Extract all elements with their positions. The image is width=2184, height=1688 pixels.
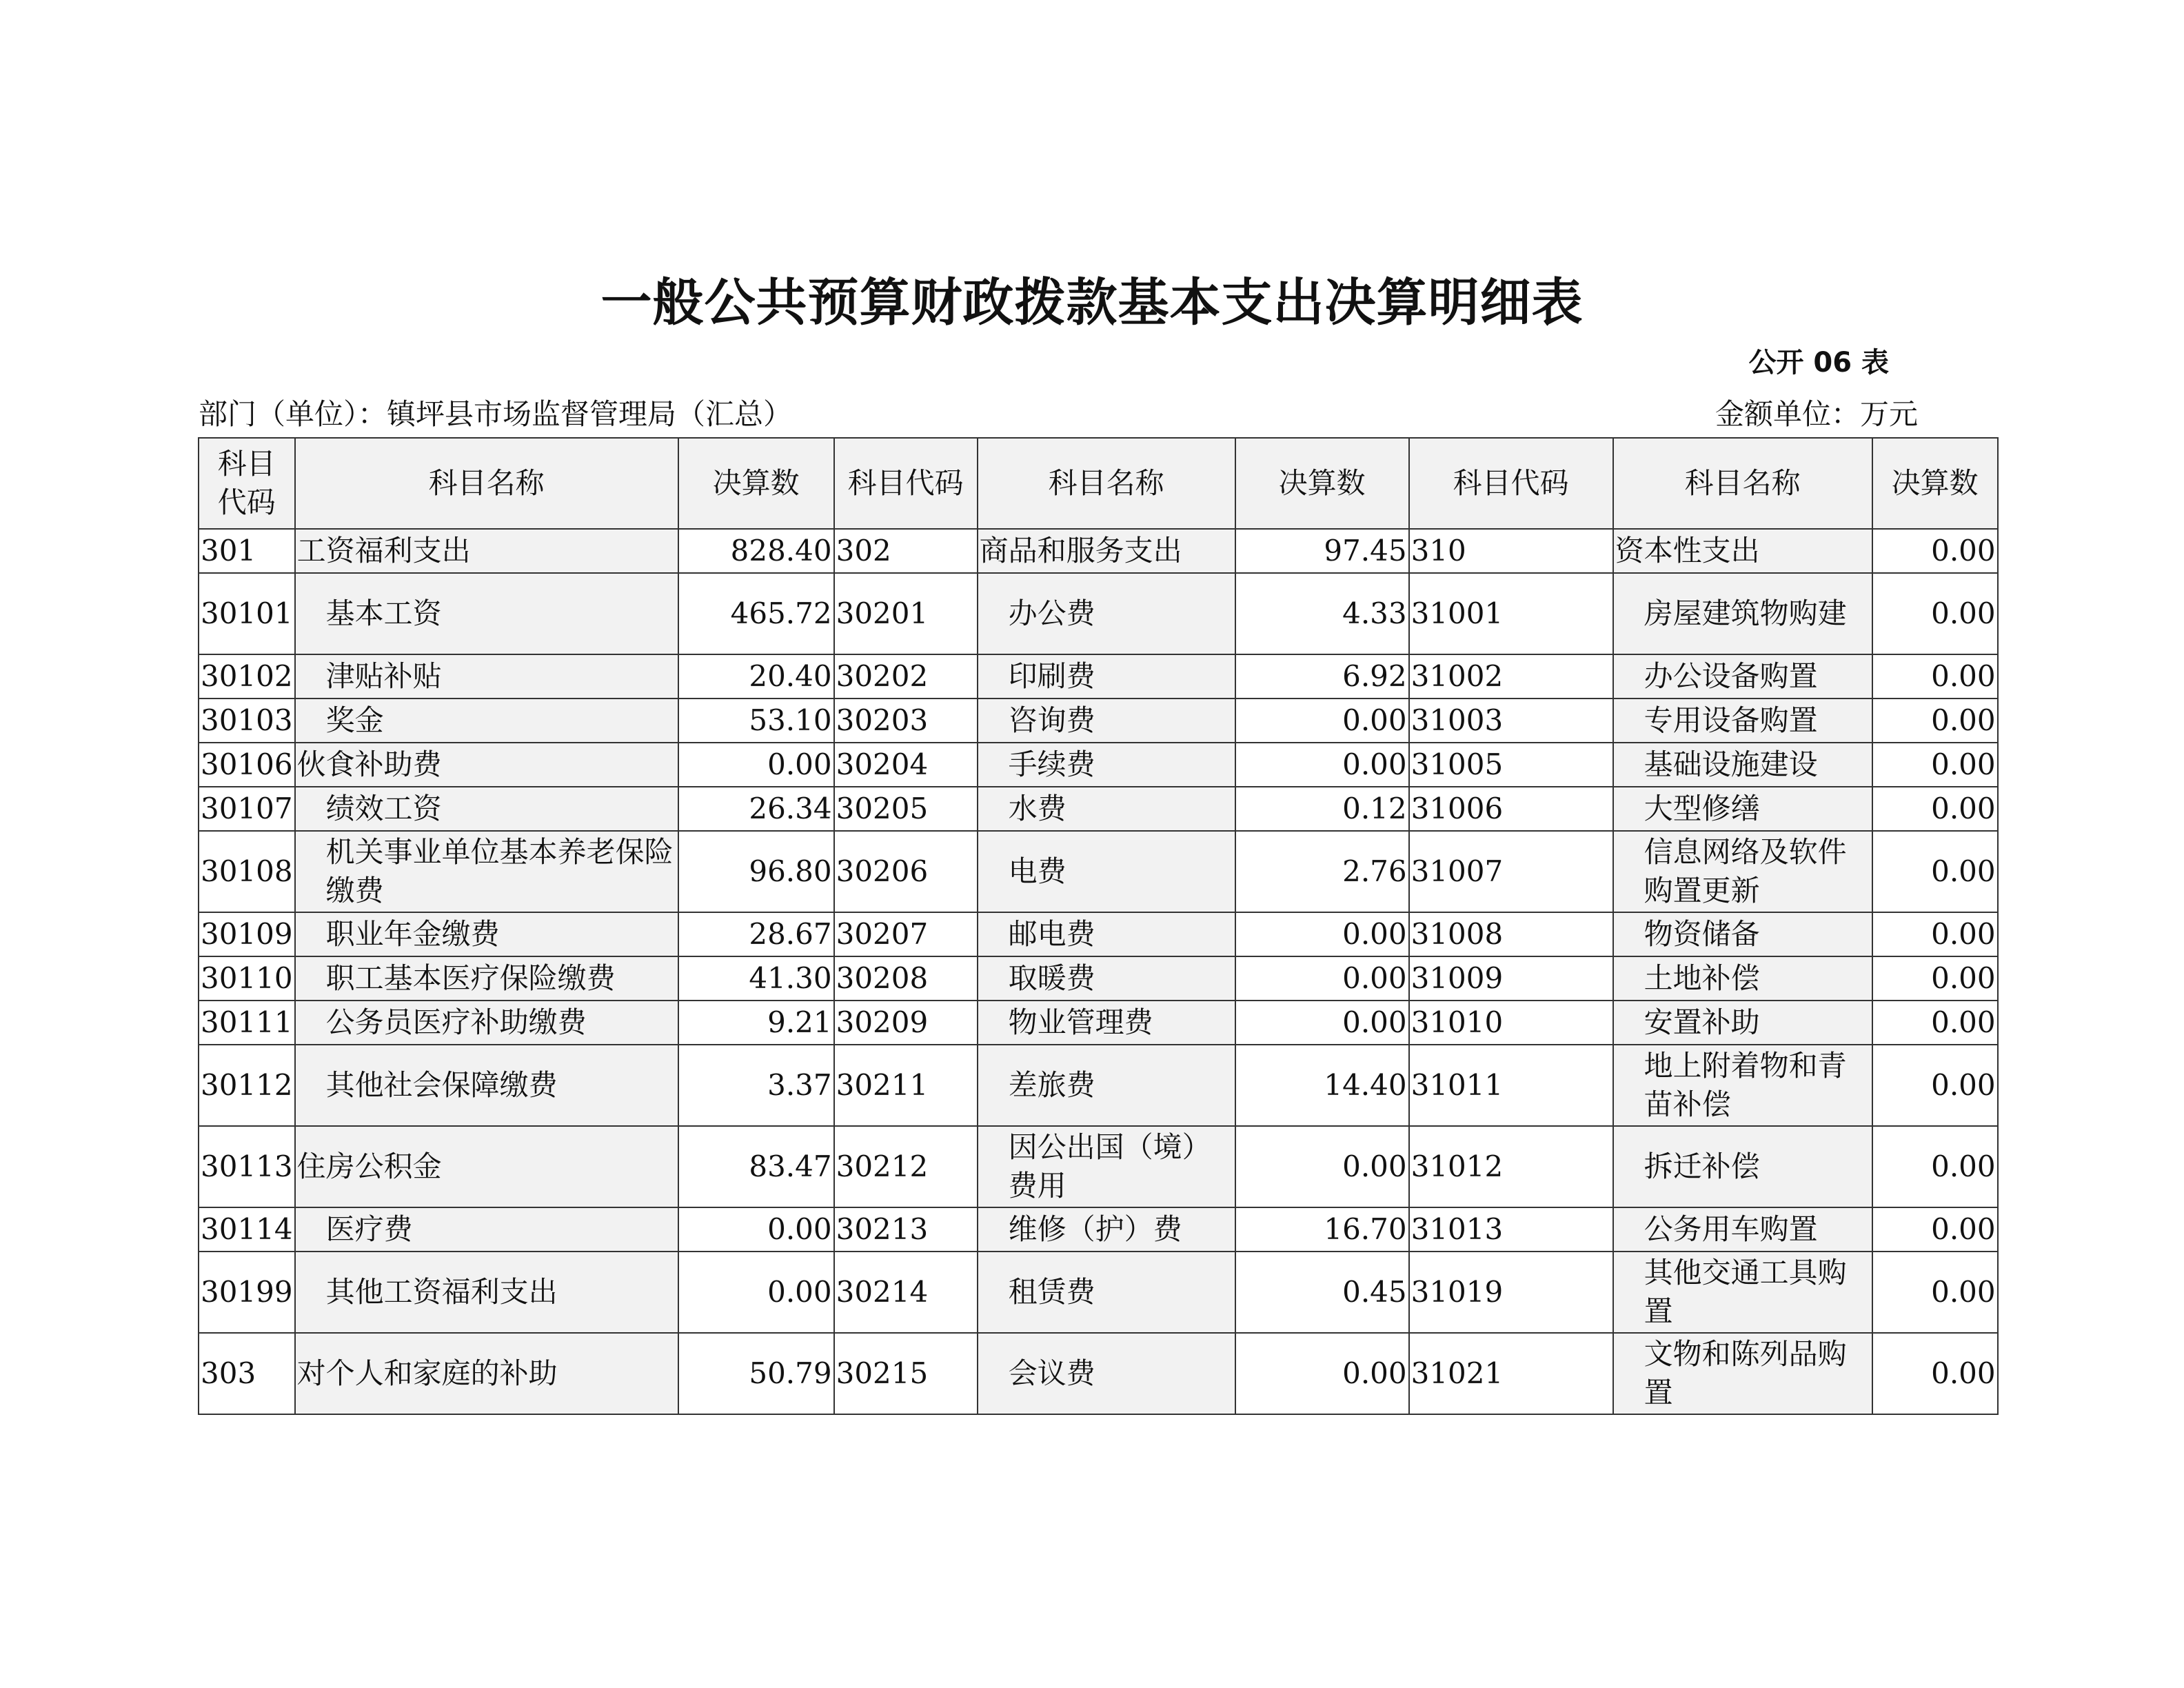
amount-cell: 0.00	[1235, 912, 1409, 956]
amount-cell: 0.00	[1235, 699, 1409, 743]
code-cell: 30212	[834, 1126, 978, 1207]
amount-cell: 0.00	[1872, 912, 1998, 956]
name-cell: 津贴补贴	[295, 654, 678, 699]
table-row	[199, 1252, 1998, 1333]
amount-cell: 0.00	[1235, 1001, 1409, 1045]
name-cell: 物业管理费	[978, 1001, 1235, 1045]
amount-cell: 0.00	[1872, 1207, 1998, 1252]
name-cell: 其他交通工具购置	[1613, 1252, 1872, 1333]
name-cell: 办公费	[978, 573, 1235, 654]
name-cell: 水费	[978, 787, 1235, 831]
name-cell: 土地补偿	[1613, 956, 1872, 1001]
amount-cell: 28.67	[678, 912, 834, 956]
code-cell: 30202	[834, 654, 978, 699]
header-amount-3: 决算数	[1872, 438, 1998, 529]
amount-cell: 41.30	[678, 956, 834, 1001]
code-cell: 30209	[834, 1001, 978, 1045]
code-cell: 30112	[199, 1045, 295, 1126]
table-row	[199, 1126, 1998, 1207]
name-cell: 绩效工资	[295, 787, 678, 831]
name-cell: 咨询费	[978, 699, 1235, 743]
amount-cell: 16.70	[1235, 1207, 1409, 1252]
header-code-1: 科目 代码	[199, 438, 295, 529]
name-cell: 专用设备购置	[1613, 699, 1872, 743]
amount-cell: 97.45	[1235, 529, 1409, 573]
code-cell: 30204	[834, 743, 978, 787]
amount-cell: 0.00	[1235, 1333, 1409, 1414]
code-cell: 31003	[1409, 699, 1613, 743]
code-cell: 30199	[199, 1252, 295, 1333]
code-cell: 31005	[1409, 743, 1613, 787]
name-cell: 信息网络及软件购置更新	[1613, 831, 1872, 912]
code-cell: 31001	[1409, 573, 1613, 654]
table-row	[199, 699, 1998, 743]
name-cell: 职工基本医疗保险缴费	[295, 956, 678, 1001]
code-cell: 31006	[1409, 787, 1613, 831]
code-cell: 30201	[834, 573, 978, 654]
name-cell: 资本性支出	[1613, 529, 1872, 573]
code-cell: 30205	[834, 787, 978, 831]
header-name-2: 科目名称	[978, 438, 1235, 529]
table-row	[199, 787, 1998, 831]
code-cell: 30110	[199, 956, 295, 1001]
code-cell: 310	[1409, 529, 1613, 573]
code-cell: 30208	[834, 956, 978, 1001]
code-cell: 302	[834, 529, 978, 573]
amount-cell: 26.34	[678, 787, 834, 831]
name-cell: 住房公积金	[295, 1126, 678, 1207]
amount-cell: 0.00	[1235, 1126, 1409, 1207]
code-cell: 31011	[1409, 1045, 1613, 1126]
name-cell: 基本工资	[295, 573, 678, 654]
department-label: 部门（单位）：镇坪县市场监督管理局（汇总）	[199, 397, 793, 431]
code-cell: 31012	[1409, 1126, 1613, 1207]
header-row	[199, 438, 1998, 529]
amount-cell: 828.40	[678, 529, 834, 573]
amount-cell: 2.76	[1235, 831, 1409, 912]
code-cell: 30103	[199, 699, 295, 743]
table-row	[199, 1207, 1998, 1252]
code-cell: 30215	[834, 1333, 978, 1414]
table-row	[199, 1333, 1998, 1414]
name-cell: 公务用车购置	[1613, 1207, 1872, 1252]
name-cell: 办公设备购置	[1613, 654, 1872, 699]
amount-cell: 0.00	[1872, 831, 1998, 912]
name-cell: 伙食补助费	[295, 743, 678, 787]
table-row	[199, 956, 1998, 1001]
amount-cell: 465.72	[678, 573, 834, 654]
code-cell: 30214	[834, 1252, 978, 1333]
code-cell: 30213	[834, 1207, 978, 1252]
page-title: 一般公共预算财政拨款基本支出决算明细表	[600, 273, 1584, 332]
name-cell: 医疗费	[295, 1207, 678, 1252]
code-cell: 31013	[1409, 1207, 1613, 1252]
name-cell: 工资福利支出	[295, 529, 678, 573]
amount-cell: 14.40	[1235, 1045, 1409, 1126]
header-amount-2: 决算数	[1235, 438, 1409, 529]
name-cell: 其他社会保障缴费	[295, 1045, 678, 1126]
name-cell: 电费	[978, 831, 1235, 912]
code-cell: 30114	[199, 1207, 295, 1252]
table-row	[199, 1001, 1998, 1045]
code-cell: 31019	[1409, 1252, 1613, 1333]
table-body	[199, 529, 1998, 1414]
amount-cell: 0.12	[1235, 787, 1409, 831]
header-amount-1: 决算数	[678, 438, 834, 529]
name-cell: 印刷费	[978, 654, 1235, 699]
amount-cell: 0.00	[678, 1207, 834, 1252]
amount-cell: 4.33	[1235, 573, 1409, 654]
amount-cell: 0.00	[1872, 787, 1998, 831]
amount-unit-label: 金额单位：万元	[1715, 397, 1918, 431]
name-cell: 其他工资福利支出	[295, 1252, 678, 1333]
table-row	[199, 654, 1998, 699]
name-cell: 职业年金缴费	[295, 912, 678, 956]
amount-cell: 0.00	[1872, 1126, 1998, 1207]
name-cell: 地上附着物和青苗补偿	[1613, 1045, 1872, 1126]
amount-cell: 6.92	[1235, 654, 1409, 699]
name-cell: 邮电费	[978, 912, 1235, 956]
amount-cell: 0.00	[1872, 1252, 1998, 1333]
code-cell: 31010	[1409, 1001, 1613, 1045]
name-cell: 大型修缮	[1613, 787, 1872, 831]
code-cell: 30211	[834, 1045, 978, 1126]
header-name-3: 科目名称	[1613, 438, 1872, 529]
name-cell: 拆迁补偿	[1613, 1126, 1872, 1207]
table-row	[199, 912, 1998, 956]
amount-cell: 0.00	[1872, 956, 1998, 1001]
amount-cell: 0.00	[1872, 743, 1998, 787]
amount-cell: 0.00	[1872, 654, 1998, 699]
header-code-3: 科目代码	[1409, 438, 1613, 529]
amount-cell: 3.37	[678, 1045, 834, 1126]
header-name-1: 科目名称	[295, 438, 678, 529]
amount-cell: 0.00	[678, 743, 834, 787]
name-cell: 差旅费	[978, 1045, 1235, 1126]
expenditure-table	[198, 437, 1999, 1415]
amount-cell: 0.00	[1872, 529, 1998, 573]
name-cell: 因公出国（境）费用	[978, 1126, 1235, 1207]
name-cell: 会议费	[978, 1333, 1235, 1414]
name-cell: 维修（护）费	[978, 1207, 1235, 1252]
code-cell: 31007	[1409, 831, 1613, 912]
amount-cell: 0.45	[1235, 1252, 1409, 1333]
table-row	[199, 573, 1998, 654]
code-cell: 303	[199, 1333, 295, 1414]
amount-cell: 0.00	[1872, 1333, 1998, 1414]
table-row	[199, 743, 1998, 787]
name-cell: 机关事业单位基本养老保险缴费	[295, 831, 678, 912]
amount-cell: 0.00	[1872, 699, 1998, 743]
name-cell: 公务员医疗补助缴费	[295, 1001, 678, 1045]
table-row	[199, 831, 1998, 912]
code-cell: 30109	[199, 912, 295, 956]
code-cell: 30106	[199, 743, 295, 787]
code-cell: 30207	[834, 912, 978, 956]
amount-cell: 0.00	[1235, 743, 1409, 787]
amount-cell: 50.79	[678, 1333, 834, 1414]
code-cell: 30113	[199, 1126, 295, 1207]
header-code-2: 科目代码	[834, 438, 978, 529]
name-cell: 商品和服务支出	[978, 529, 1235, 573]
name-cell: 手续费	[978, 743, 1235, 787]
amount-cell: 20.40	[678, 654, 834, 699]
code-cell: 30203	[834, 699, 978, 743]
name-cell: 取暖费	[978, 956, 1235, 1001]
amount-cell: 0.00	[1872, 1001, 1998, 1045]
amount-cell: 0.00	[1872, 1045, 1998, 1126]
name-cell: 对个人和家庭的补助	[295, 1333, 678, 1414]
code-cell: 30206	[834, 831, 978, 912]
amount-cell: 0.00	[1235, 956, 1409, 1001]
code-cell: 31002	[1409, 654, 1613, 699]
code-cell: 30101	[199, 573, 295, 654]
code-cell: 30107	[199, 787, 295, 831]
code-cell: 30108	[199, 831, 295, 912]
amount-cell: 9.21	[678, 1001, 834, 1045]
code-cell: 31021	[1409, 1333, 1613, 1414]
name-cell: 物资储备	[1613, 912, 1872, 956]
name-cell: 奖金	[295, 699, 678, 743]
name-cell: 房屋建筑物购建	[1613, 573, 1872, 654]
code-cell: 301	[199, 529, 295, 573]
code-cell: 31008	[1409, 912, 1613, 956]
code-cell: 30111	[199, 1001, 295, 1045]
name-cell: 安置补助	[1613, 1001, 1872, 1045]
form-number: 公开 06 表	[1748, 347, 1889, 379]
amount-cell: 83.47	[678, 1126, 834, 1207]
table-row	[199, 1045, 1998, 1126]
amount-cell: 53.10	[678, 699, 834, 743]
code-cell: 30102	[199, 654, 295, 699]
name-cell: 文物和陈列品购置	[1613, 1333, 1872, 1414]
code-cell: 31009	[1409, 956, 1613, 1001]
table-row	[199, 529, 1998, 573]
amount-cell: 0.00	[678, 1252, 834, 1333]
amount-cell: 96.80	[678, 831, 834, 912]
name-cell: 基础设施建设	[1613, 743, 1872, 787]
amount-cell: 0.00	[1872, 573, 1998, 654]
name-cell: 租赁费	[978, 1252, 1235, 1333]
